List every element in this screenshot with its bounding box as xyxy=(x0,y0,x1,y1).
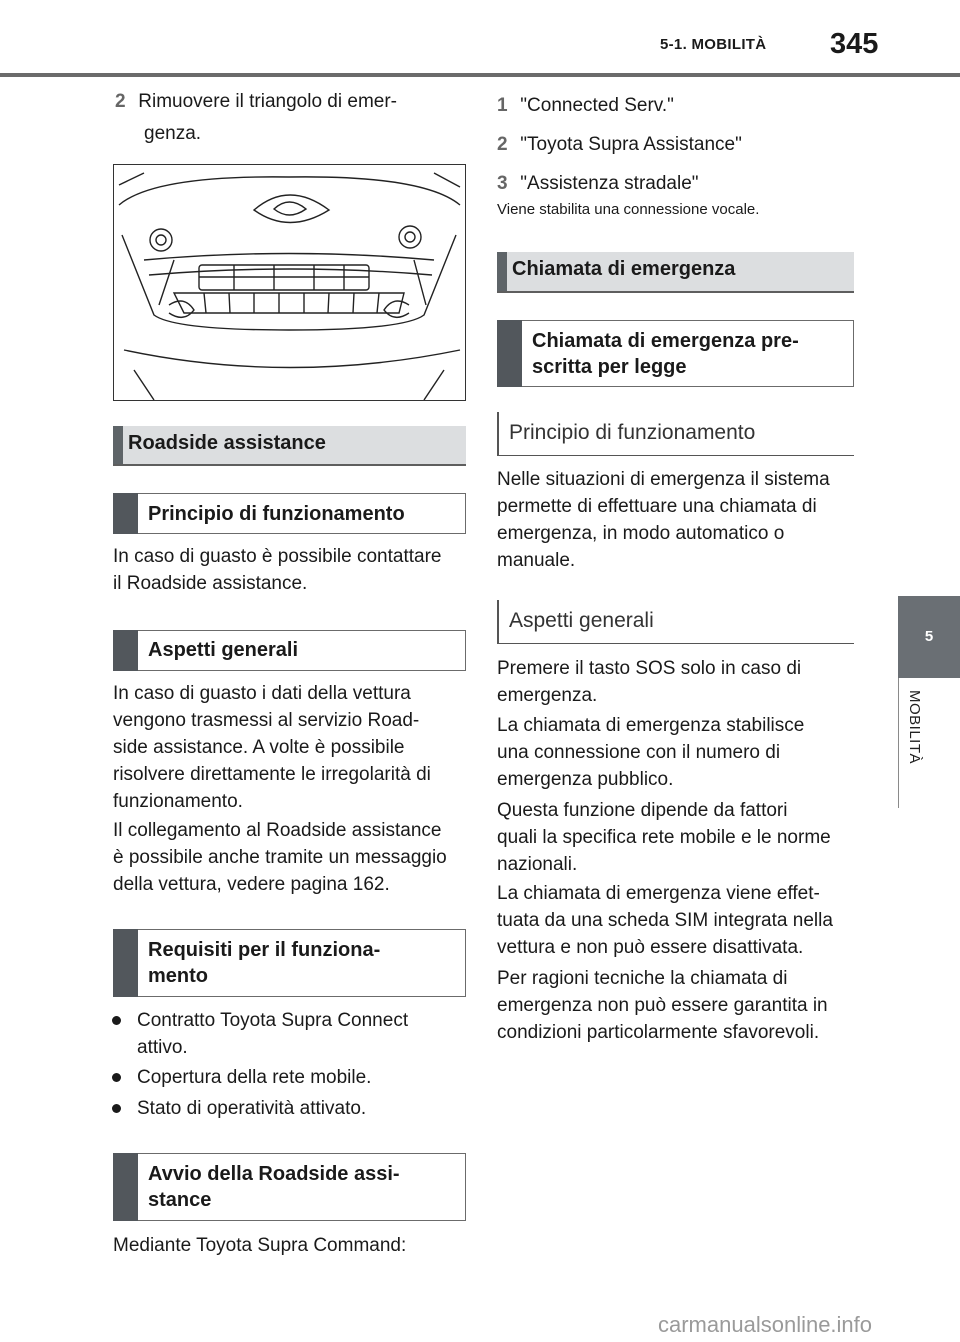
header-rule xyxy=(0,73,960,77)
step-text: "Connected Serv." xyxy=(520,95,674,116)
step-number: 3 xyxy=(497,173,508,194)
heading-chiamata-emergenza xyxy=(497,252,854,293)
heading-text: Chiamata di emergenza xyxy=(512,258,736,280)
text-line: La chiamata di emergenza stabilisce xyxy=(497,715,805,736)
header-section-title: 5-1. MOBILITÀ xyxy=(660,36,767,53)
paragraph-fattori xyxy=(497,797,857,878)
text-line: emergenza non può essere garantita in xyxy=(497,995,828,1016)
bullet-icon xyxy=(112,1016,121,1025)
text-line: vengono trasmessi al servizio Road- xyxy=(113,710,420,731)
text-line: Premere il tasto SOS solo in caso di xyxy=(497,658,802,679)
text-line: In caso di guasto i dati della vettura xyxy=(113,683,411,704)
heading-accent-bar xyxy=(113,1153,138,1221)
text-line: permette di effettuare una chiamata di xyxy=(497,496,817,517)
paragraph-scheda-sim xyxy=(497,880,857,961)
paragraph-dati-vettura xyxy=(113,680,468,815)
bullet-icon xyxy=(112,1104,121,1113)
heading-text xyxy=(532,328,845,380)
text-line: emergenza. xyxy=(497,685,598,706)
heading-text: Principio di funzionamento xyxy=(509,421,756,444)
heading-accent-bar xyxy=(113,929,138,997)
list-item xyxy=(112,1064,467,1091)
paragraph-tasto-sos xyxy=(497,655,857,709)
step-text: Rimuovere il triangolo di emer- xyxy=(138,91,397,112)
paragraph-command: Mediante Toyota Supra Command: xyxy=(113,1235,407,1256)
heading-line: Chiamata di emergenza pre- xyxy=(532,330,799,352)
heading-line: stance xyxy=(148,1189,212,1211)
heading-avvio-roadside xyxy=(113,1153,466,1221)
page-number: 345 xyxy=(830,28,879,60)
heading-accent-bar xyxy=(113,630,138,671)
heading-principio-funzionamento-2 xyxy=(497,412,854,456)
chapter-label: MOBILITÀ xyxy=(906,690,923,765)
text-line: tuata da una scheda SIM integrata nella xyxy=(497,910,833,931)
list-item xyxy=(112,1095,467,1122)
heading-chiamata-prescritta xyxy=(497,320,854,387)
paragraph-roadside-intro xyxy=(113,543,468,597)
paragraph-emergenza-intro xyxy=(497,466,857,574)
heading-text: Principio di funzionamento xyxy=(148,503,405,525)
heading-text: Roadside assistance xyxy=(128,432,326,454)
text-line: La chiamata di emergenza viene effet- xyxy=(497,883,820,904)
heading-line: Avvio della Roadside assi- xyxy=(148,1163,400,1185)
heading-text xyxy=(148,937,457,989)
text-line: Nelle situazioni di emergenza il sistema xyxy=(497,469,830,490)
note-connessione-vocale: Viene stabilita una connessione vocale. xyxy=(497,201,760,218)
text-line: una connessione con il numero di xyxy=(497,742,781,763)
text-line: della vettura, vedere pagina 162. xyxy=(113,874,390,895)
step-3 xyxy=(497,164,857,203)
heading-roadside-assistance xyxy=(113,426,466,466)
heading-text: Aspetti generali xyxy=(509,609,654,632)
paragraph-ragioni-tecniche xyxy=(497,965,857,1046)
chapter-tab: 5 xyxy=(898,596,960,678)
text-line: attivo. xyxy=(137,1037,188,1058)
heading-accent-bar xyxy=(113,493,138,534)
heading-requisiti xyxy=(113,929,466,997)
heading-accent-bar xyxy=(497,252,507,291)
text-line: side assistance. A volte è possibile xyxy=(113,737,405,758)
text-line: Il collegamento al Roadside assistance xyxy=(113,820,442,841)
heading-text: Aspetti generali xyxy=(148,639,299,661)
text-line: nazionali. xyxy=(497,854,578,875)
warning-triangle-illustration xyxy=(113,164,466,401)
step-text: "Assistenza stradale" xyxy=(520,173,699,194)
list-item-text: Stato di operatività attivato. xyxy=(137,1098,367,1119)
step-number: 1 xyxy=(497,95,508,116)
text-line: In caso di guasto è possibile contattare xyxy=(113,546,442,567)
step-number: 2 xyxy=(115,91,126,112)
text-line: condizioni particolarmente sfavorevoli. xyxy=(497,1022,820,1043)
list-item-text xyxy=(137,1007,457,1061)
trunk-lid-drawing xyxy=(114,165,465,400)
bullet-icon xyxy=(112,1073,121,1082)
step-1 xyxy=(497,86,857,125)
text-line: il Roadside assistance. xyxy=(113,573,308,594)
step-2 xyxy=(497,125,857,164)
paragraph-numero-emergenza xyxy=(497,712,857,793)
list-item xyxy=(112,1007,467,1061)
heading-accent-bar xyxy=(113,426,123,464)
heading-accent-bar xyxy=(497,320,522,387)
text-line: emergenza pubblico. xyxy=(497,769,674,790)
step-text: "Toyota Supra Assistance" xyxy=(520,134,742,155)
step-text-cont: genza. xyxy=(144,123,202,144)
text-line: vettura e non può essere disattivata. xyxy=(497,937,804,958)
text-line: emergenza, in modo automatico o xyxy=(497,523,785,544)
text-line: è possibile anche tramite un messaggio xyxy=(113,847,447,868)
text-line: Per ragioni tecniche la chiamata di xyxy=(497,968,788,989)
text-line: Questa funzione dipende da fattori xyxy=(497,800,788,821)
heading-line: Requisiti per il funziona- xyxy=(148,939,381,961)
steps-list xyxy=(497,86,857,203)
heading-aspetti-generali xyxy=(113,630,466,671)
text-line: Contratto Toyota Supra Connect xyxy=(137,1010,409,1031)
step-number: 2 xyxy=(497,134,508,155)
heading-line: scritta per legge xyxy=(532,356,687,378)
heading-line: mento xyxy=(148,965,208,987)
paragraph-collegamento xyxy=(113,817,468,898)
text-line: risolvere direttamente le irregolarità di xyxy=(113,764,431,785)
heading-principio-funzionamento xyxy=(113,493,466,534)
list-item-text: Copertura della rete mobile. xyxy=(137,1067,372,1088)
step-2 xyxy=(115,86,465,150)
watermark: carmanualsonline.info xyxy=(658,1312,873,1337)
text-line: funzionamento. xyxy=(113,791,243,812)
side-divider xyxy=(898,678,899,808)
heading-aspetti-generali-2 xyxy=(497,600,854,644)
text-line: quali la specifica rete mobile e le norme xyxy=(497,827,831,848)
text-line: manuale. xyxy=(497,550,576,571)
heading-text xyxy=(148,1161,457,1213)
